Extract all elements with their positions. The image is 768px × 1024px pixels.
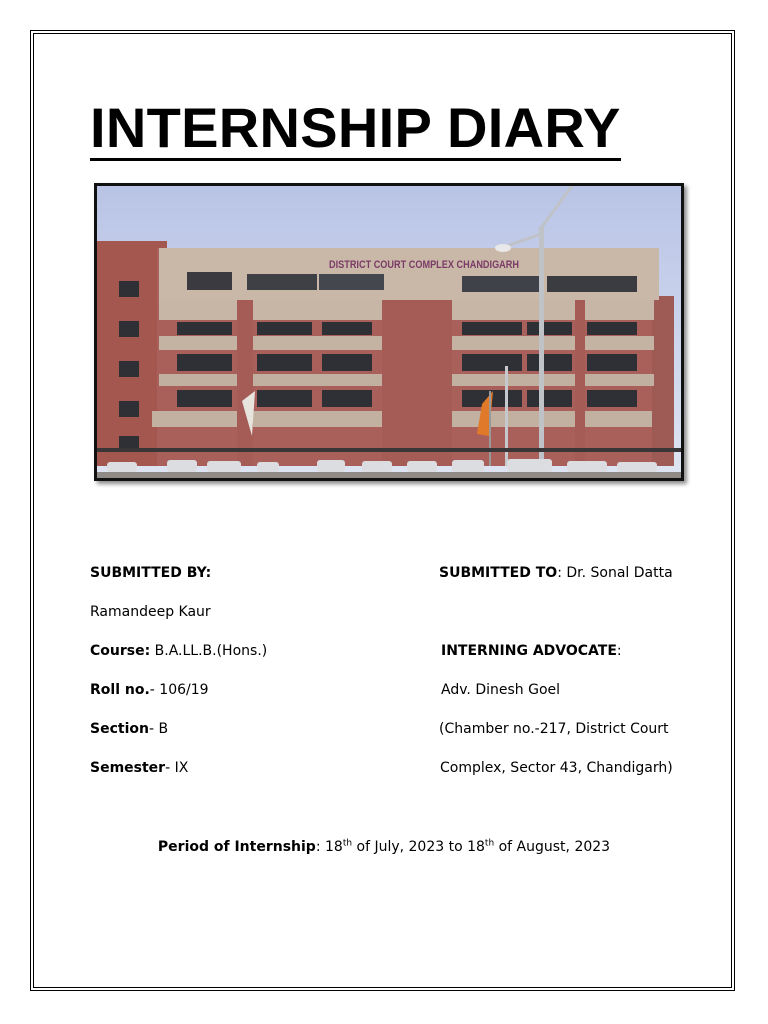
course-value: B.A.LL.B.(Hons.): [150, 643, 268, 659]
advocate-name: Adv. Dinesh Goel: [441, 682, 561, 698]
building-sign-text: DISTRICT COURT COMPLEX CHANDIGARH: [329, 259, 520, 271]
submitted-to-line: [439, 564, 673, 582]
chamber-address-line-2: Complex, Sector 43, Chandigarh): [440, 760, 673, 776]
interning-advocate-label: INTERNING ADVOCATE: [441, 643, 617, 659]
period-suffix: of August, 2023: [494, 839, 611, 855]
roll-line: [90, 681, 209, 699]
interning-advocate-colon: :: [616, 643, 622, 659]
period-sup-1: th: [342, 838, 353, 849]
semester-value: - IX: [165, 760, 189, 776]
student-name: Ramandeep Kaur: [90, 604, 211, 620]
document-title: INTERNSHIP DIARY: [90, 96, 621, 159]
semester-label: Semester: [90, 760, 166, 776]
court-building-illustration: [97, 186, 681, 478]
section-value: - B: [148, 721, 169, 737]
interning-advocate-heading: [441, 642, 622, 660]
period-prefix: : 18: [315, 839, 343, 855]
submitted-by-label: SUBMITTED BY:: [90, 565, 212, 581]
course-label: Course:: [90, 643, 151, 659]
period-label: Period of Internship: [157, 839, 316, 855]
submitted-to-value: : Dr. Sonal Datta: [557, 565, 673, 581]
court-building-photo: [94, 183, 684, 481]
period-middle: of July, 2023 to 18: [352, 839, 485, 855]
section-line: [90, 720, 168, 738]
roll-value: - 106/19: [149, 682, 209, 698]
internship-period: [0, 838, 768, 856]
period-sup-2: th: [484, 838, 495, 849]
section-label: Section: [90, 721, 149, 737]
chamber-address-line-1: (Chamber no.-217, District Court: [439, 721, 669, 737]
submitted-to-label: SUBMITTED TO: [439, 565, 558, 581]
roll-label: Roll no.: [90, 682, 150, 698]
course-line: [90, 642, 267, 660]
semester-line: [90, 759, 188, 777]
